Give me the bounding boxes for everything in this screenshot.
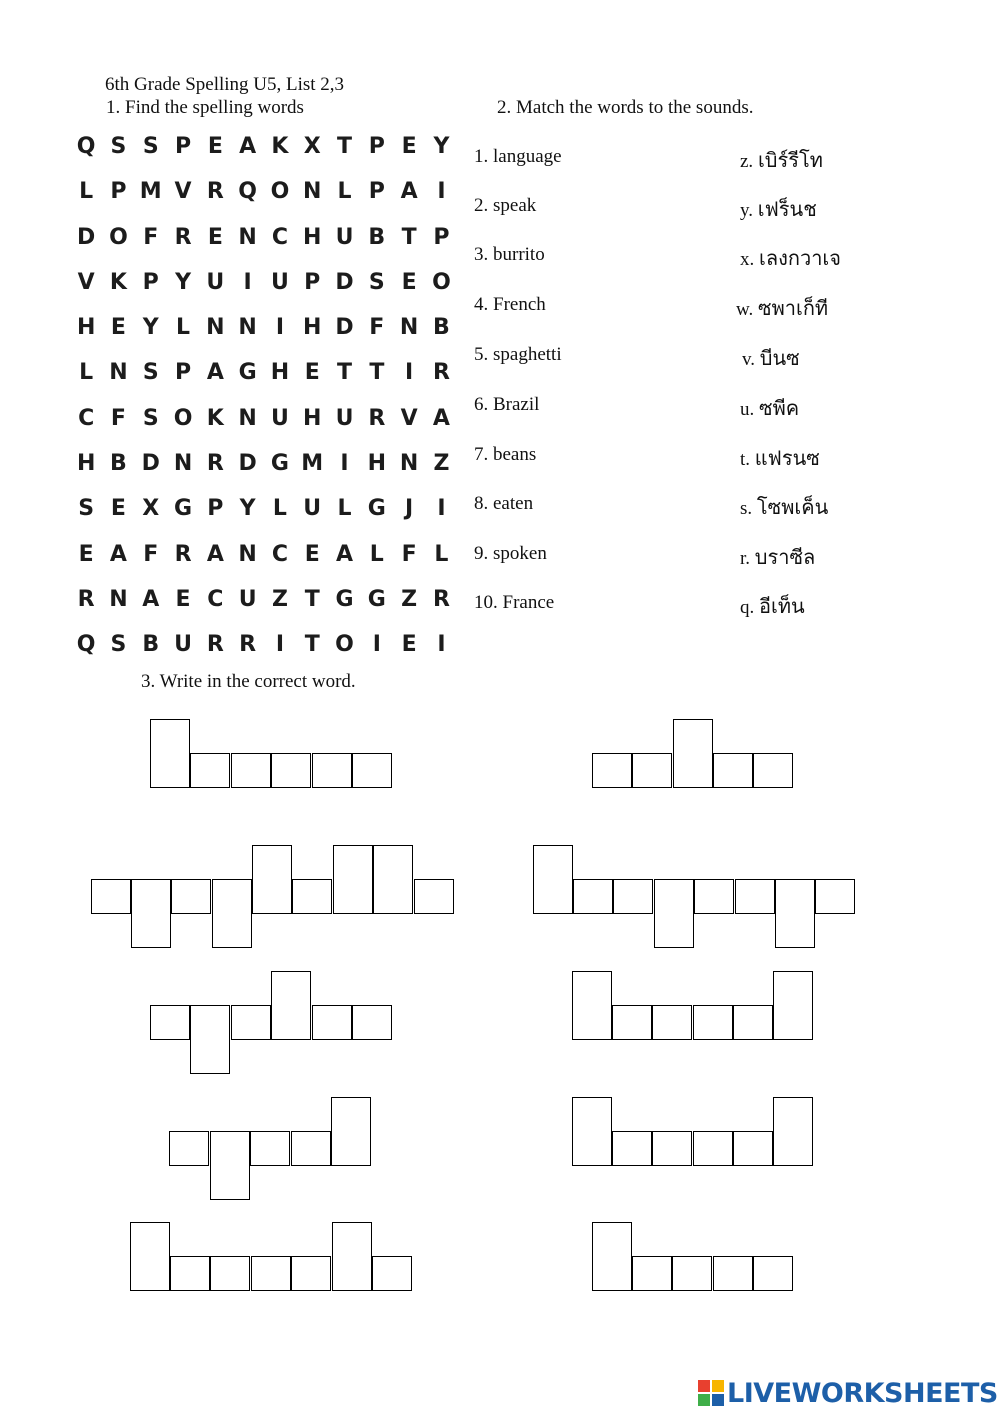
grid-row: [70, 221, 458, 266]
letter-box[interactable]: [773, 971, 813, 1040]
grid-letter[interactable]: R: [239, 632, 257, 658]
grid-letter[interactable]: H: [303, 224, 322, 250]
grid-letter[interactable]: I: [437, 496, 446, 522]
grid-row: [70, 583, 458, 628]
grid-letter[interactable]: K: [206, 405, 224, 431]
grid-letter[interactable]: G: [367, 586, 386, 612]
letter-box[interactable]: [613, 879, 653, 914]
grid-letter[interactable]: B: [142, 632, 160, 658]
grid-letter[interactable]: X: [142, 496, 160, 522]
grid-letter[interactable]: F: [143, 224, 159, 250]
sound-item[interactable]: [740, 541, 815, 573]
grid-letter[interactable]: D: [141, 451, 160, 477]
letter-box[interactable]: [190, 1005, 230, 1074]
grid-letter[interactable]: S: [368, 269, 385, 295]
grid-letter[interactable]: V: [400, 405, 418, 431]
letter-box[interactable]: [632, 1256, 672, 1291]
grid-letter[interactable]: E: [304, 541, 320, 567]
grid-letter[interactable]: H: [76, 451, 96, 477]
grid-letter[interactable]: N: [399, 451, 419, 477]
grid-letter[interactable]: Y: [239, 496, 256, 522]
grid-letter[interactable]: R: [432, 586, 450, 612]
grid-row: [70, 492, 458, 537]
letter-box[interactable]: [572, 1097, 612, 1166]
grid-letter[interactable]: E: [304, 360, 320, 386]
grid-row: [70, 356, 458, 401]
letter-box[interactable]: [693, 1005, 733, 1040]
grid-letter[interactable]: P: [304, 269, 321, 295]
letter-box[interactable]: [654, 879, 694, 948]
grid-letter[interactable]: N: [109, 360, 128, 386]
sound-thai: โซพเค็น: [756, 495, 829, 519]
grid-letter[interactable]: H: [76, 315, 96, 341]
letter-box[interactable]: [773, 1097, 813, 1166]
grid-letter[interactable]: I: [243, 269, 252, 295]
grid-letter[interactable]: L: [369, 541, 384, 567]
sound-item[interactable]: [740, 144, 823, 176]
grid-letter[interactable]: A: [400, 179, 418, 205]
letter-box[interactable]: [331, 1097, 371, 1166]
letter-box[interactable]: [632, 753, 672, 788]
grid-letter[interactable]: U: [270, 405, 289, 431]
letter-box[interactable]: [735, 879, 775, 914]
grid-letter[interactable]: T: [304, 586, 320, 612]
grid-letter[interactable]: P: [110, 179, 127, 205]
section-match-heading: 2. Match the words to the sounds.: [497, 97, 754, 118]
grid-letter[interactable]: U: [206, 269, 225, 295]
letter-box[interactable]: [231, 753, 271, 788]
grid-letter[interactable]: E: [401, 134, 417, 159]
letter-box[interactable]: [352, 1005, 392, 1040]
grid-letter[interactable]: L: [176, 315, 191, 341]
word-item: 3. burrito: [474, 244, 545, 265]
sound-letter: z.: [740, 151, 754, 172]
grid-letter[interactable]: I: [275, 315, 285, 341]
grid-letter[interactable]: Z: [433, 451, 450, 477]
letter-box[interactable]: [251, 1256, 291, 1291]
word-item: 9. spoken: [474, 543, 547, 564]
grid-letter[interactable]: C: [207, 586, 224, 612]
grid-letter[interactable]: T: [337, 134, 353, 159]
word-item: 6. Brazil: [474, 394, 540, 415]
grid-letter[interactable]: L: [79, 360, 94, 386]
grid-letter[interactable]: Z: [401, 586, 418, 612]
grid-letter[interactable]: X: [303, 134, 321, 159]
letter-box[interactable]: [291, 1131, 331, 1166]
grid-row: [70, 266, 458, 311]
sound-item[interactable]: [740, 392, 799, 424]
grid-letter[interactable]: Y: [142, 315, 159, 341]
grid-letter[interactable]: N: [399, 315, 419, 341]
sound-thai: เฟร็นช: [757, 197, 817, 221]
grid-letter[interactable]: V: [77, 269, 95, 295]
letter-box[interactable]: [352, 753, 392, 788]
word-item: 7. beans: [474, 444, 537, 465]
grid-letter[interactable]: L: [79, 179, 94, 205]
letter-box[interactable]: [694, 879, 734, 914]
letter-box[interactable]: [91, 879, 131, 914]
grid-letter[interactable]: E: [175, 586, 191, 612]
grid-letter[interactable]: R: [206, 451, 224, 477]
grid-letter[interactable]: R: [77, 586, 95, 612]
grid-letter[interactable]: O: [270, 179, 290, 205]
sound-item[interactable]: [736, 292, 828, 324]
grid-letter[interactable]: U: [270, 269, 289, 295]
grid-letter[interactable]: A: [206, 541, 224, 567]
grid-letter[interactable]: R: [206, 179, 224, 205]
grid-letter[interactable]: S: [110, 632, 127, 658]
sound-letter: v.: [742, 349, 756, 370]
worksheet-title: 6th Grade Spelling U5, List 2,3: [105, 74, 345, 95]
grid-letter[interactable]: O: [432, 269, 451, 295]
grid-letter[interactable]: U: [174, 632, 192, 658]
letter-box[interactable]: [190, 753, 230, 788]
grid-letter[interactable]: D: [77, 224, 96, 250]
grid-letter[interactable]: A: [336, 541, 354, 567]
sound-letter: s.: [740, 498, 753, 519]
liveworksheets-logo-icon: [698, 1380, 724, 1406]
grid-letter[interactable]: L: [337, 496, 352, 522]
grid-letter[interactable]: B: [110, 451, 127, 477]
grid-letter[interactable]: P: [433, 224, 450, 250]
sound-letter: u.: [740, 399, 755, 420]
sound-thai: อีเท็น: [759, 594, 805, 618]
letter-box[interactable]: [170, 1256, 210, 1291]
grid-letter[interactable]: G: [335, 586, 354, 612]
letter-box[interactable]: [373, 845, 413, 914]
letter-box[interactable]: [150, 719, 190, 788]
letter-box[interactable]: [533, 845, 573, 914]
grid-letter[interactable]: P: [368, 134, 385, 159]
grid-letter[interactable]: C: [271, 541, 288, 567]
letter-box[interactable]: [150, 1005, 190, 1040]
letter-box[interactable]: [312, 753, 352, 788]
grid-letter[interactable]: H: [367, 451, 387, 477]
grid-letter[interactable]: S: [142, 134, 159, 159]
letter-box[interactable]: [292, 879, 332, 914]
letter-box[interactable]: [753, 753, 793, 788]
letter-box[interactable]: [652, 1005, 692, 1040]
letter-box[interactable]: [333, 845, 373, 914]
grid-letter[interactable]: P: [174, 360, 192, 386]
letter-box[interactable]: [312, 1005, 352, 1040]
section-write-heading: 3. Write in the correct word.: [141, 671, 356, 692]
grid-letter[interactable]: V: [174, 179, 192, 205]
grid-letter[interactable]: L: [272, 496, 287, 522]
grid-letter[interactable]: I: [437, 632, 446, 658]
sound-thai: เบิร์รีโท: [757, 148, 823, 172]
letter-box[interactable]: [212, 879, 252, 948]
grid-letter[interactable]: J: [405, 496, 414, 522]
sound-thai: ซพาเก็ที: [758, 296, 829, 320]
sound-thai: ซพีค: [759, 396, 800, 420]
grid-letter[interactable]: R: [432, 360, 450, 386]
liveworksheets-logo[interactable]: [698, 1378, 998, 1408]
grid-letter[interactable]: I: [437, 179, 446, 205]
grid-letter[interactable]: M: [301, 451, 324, 477]
word-item: 4. French: [474, 294, 546, 315]
word-item: 5. spaghetti: [474, 344, 562, 365]
grid-letter[interactable]: I: [340, 451, 349, 477]
sound-thai: บราซีล: [754, 545, 816, 569]
grid-letter[interactable]: H: [270, 360, 290, 386]
grid-letter[interactable]: M: [139, 179, 162, 205]
grid-letter[interactable]: I: [275, 632, 285, 658]
grid-letter[interactable]: R: [206, 632, 224, 658]
grid-letter[interactable]: N: [238, 405, 257, 431]
letter-box[interactable]: [414, 879, 454, 914]
letter-box[interactable]: [612, 1131, 652, 1166]
letter-box[interactable]: [169, 1131, 209, 1166]
letter-box[interactable]: [612, 1005, 652, 1040]
grid-letter[interactable]: F: [110, 405, 126, 431]
letter-box[interactable]: [592, 1222, 632, 1291]
logo-text: LIVEWORKSHEETS: [727, 1377, 998, 1409]
grid-row: [70, 130, 458, 175]
grid-letter[interactable]: E: [401, 269, 417, 295]
letter-box[interactable]: [672, 1256, 712, 1291]
grid-letter[interactable]: S: [142, 360, 159, 386]
sound-letter: q.: [740, 597, 755, 618]
grid-letter[interactable]: N: [238, 541, 257, 567]
grid-letter[interactable]: Z: [271, 586, 288, 612]
grid-letter[interactable]: L: [337, 179, 352, 205]
grid-letter[interactable]: E: [401, 632, 417, 658]
grid-letter[interactable]: N: [109, 586, 128, 612]
letter-box[interactable]: [210, 1131, 250, 1200]
letter-box[interactable]: [733, 1131, 773, 1166]
grid-letter[interactable]: T: [401, 224, 417, 250]
grid-row: [70, 447, 458, 492]
grid-letter[interactable]: D: [335, 269, 354, 295]
grid-letter[interactable]: E: [78, 541, 94, 567]
grid-letter[interactable]: E: [110, 496, 126, 522]
grid-letter[interactable]: A: [142, 586, 160, 612]
grid-letter[interactable]: G: [270, 451, 289, 477]
letter-box[interactable]: [733, 1005, 773, 1040]
letter-box[interactable]: [775, 879, 815, 948]
grid-row: [70, 175, 458, 220]
grid-letter[interactable]: O: [335, 632, 354, 658]
grid-letter[interactable]: U: [238, 586, 257, 612]
letter-box[interactable]: [753, 1256, 793, 1291]
grid-letter[interactable]: K: [109, 269, 127, 295]
grid-letter[interactable]: R: [174, 224, 192, 250]
sound-item[interactable]: [740, 590, 805, 622]
letter-box[interactable]: [572, 971, 612, 1040]
grid-letter[interactable]: T: [369, 360, 385, 386]
grid-row: [70, 402, 458, 447]
grid-letter[interactable]: P: [207, 496, 224, 522]
grid-letter[interactable]: H: [303, 315, 322, 341]
grid-letter[interactable]: I: [372, 632, 381, 658]
sound-thai: บีนซ: [759, 346, 800, 370]
letter-box[interactable]: [592, 753, 632, 788]
grid-letter[interactable]: E: [110, 315, 126, 341]
grid-letter[interactable]: S: [110, 134, 127, 159]
grid-letter[interactable]: U: [303, 496, 322, 522]
grid-letter[interactable]: F: [143, 541, 159, 567]
grid-letter[interactable]: Q: [238, 179, 257, 205]
grid-letter[interactable]: H: [303, 405, 322, 431]
grid-letter[interactable]: Q: [76, 134, 96, 159]
grid-letter[interactable]: N: [206, 315, 225, 341]
letter-box[interactable]: [652, 1131, 692, 1166]
grid-letter[interactable]: T: [337, 360, 353, 386]
letter-box[interactable]: [713, 753, 753, 788]
letter-box[interactable]: [332, 1222, 372, 1291]
grid-letter[interactable]: C: [78, 405, 95, 431]
sound-item[interactable]: [740, 491, 828, 523]
grid-letter[interactable]: O: [173, 405, 193, 431]
sound-thai: เลงกวาเจ: [759, 246, 841, 270]
sound-thai: แฟรนซ: [754, 446, 820, 470]
word-item: 1. language: [474, 146, 562, 167]
grid-letter[interactable]: S: [142, 405, 159, 431]
letter-box[interactable]: [252, 845, 292, 914]
grid-letter[interactable]: P: [368, 179, 385, 205]
grid-letter[interactable]: F: [401, 541, 417, 567]
sound-item[interactable]: [740, 442, 820, 474]
sound-letter: w.: [736, 299, 754, 320]
grid-letter[interactable]: N: [173, 451, 193, 477]
grid-letter[interactable]: A: [239, 134, 257, 159]
grid-letter[interactable]: F: [369, 315, 385, 341]
sound-letter: t.: [740, 449, 751, 470]
grid-letter[interactable]: R: [368, 405, 386, 431]
letter-box[interactable]: [131, 879, 171, 948]
sound-item[interactable]: [740, 193, 817, 225]
grid-letter[interactable]: Q: [76, 632, 96, 658]
word-item: 10. France: [474, 592, 555, 613]
letter-box[interactable]: [291, 1256, 331, 1291]
grid-letter[interactable]: G: [367, 496, 386, 522]
grid-letter[interactable]: N: [303, 179, 322, 205]
grid-letter[interactable]: D: [335, 315, 354, 341]
grid-letter[interactable]: N: [238, 224, 257, 250]
grid-letter[interactable]: K: [271, 134, 289, 159]
grid-letter[interactable]: R: [174, 541, 192, 567]
grid-letter[interactable]: P: [174, 134, 192, 159]
letter-box[interactable]: [693, 1131, 733, 1166]
grid-letter[interactable]: N: [238, 315, 257, 341]
sound-item[interactable]: [740, 242, 841, 274]
word-item: 8. eaten: [474, 493, 534, 514]
grid-letter[interactable]: G: [174, 496, 193, 522]
grid-letter[interactable]: Y: [175, 269, 191, 295]
grid-letter[interactable]: E: [207, 224, 223, 250]
grid-letter[interactable]: B: [368, 224, 386, 250]
grid-letter[interactable]: B: [433, 315, 450, 341]
letter-box[interactable]: [171, 879, 211, 914]
grid-letter[interactable]: A: [109, 541, 127, 567]
sound-letter: y.: [740, 200, 754, 221]
grid-letter[interactable]: S: [78, 496, 95, 522]
letter-box[interactable]: [713, 1256, 753, 1291]
grid-row: [70, 311, 458, 356]
grid-letter[interactable]: G: [238, 360, 257, 386]
letter-box[interactable]: [271, 971, 311, 1040]
grid-letter[interactable]: P: [142, 269, 159, 295]
letter-box[interactable]: [673, 719, 713, 788]
grid-letter[interactable]: O: [109, 224, 128, 250]
grid-row: [70, 538, 458, 583]
section-find-heading: 1. Find the spelling words: [106, 97, 304, 118]
grid-letter[interactable]: Y: [433, 134, 450, 159]
letter-box[interactable]: [250, 1131, 290, 1166]
grid-letter[interactable]: I: [405, 360, 414, 386]
grid-letter[interactable]: D: [238, 451, 257, 477]
letter-box[interactable]: [231, 1005, 271, 1040]
word-search-grid[interactable]: [70, 130, 458, 674]
letter-box[interactable]: [210, 1256, 250, 1291]
letter-box[interactable]: [573, 879, 613, 914]
letter-box[interactable]: [130, 1222, 170, 1291]
grid-letter[interactable]: A: [432, 405, 450, 431]
grid-letter[interactable]: U: [335, 405, 354, 431]
grid-letter[interactable]: T: [304, 632, 320, 658]
sound-letter: x.: [740, 249, 755, 270]
letter-box[interactable]: [372, 1256, 412, 1291]
grid-row: [70, 628, 458, 673]
grid-letter[interactable]: U: [335, 224, 354, 250]
grid-letter[interactable]: C: [271, 224, 288, 250]
grid-letter[interactable]: L: [434, 541, 449, 567]
grid-letter[interactable]: A: [206, 360, 224, 386]
sound-item[interactable]: [742, 342, 800, 374]
letter-box[interactable]: [271, 753, 311, 788]
word-item: 2. speak: [474, 195, 537, 216]
letter-box[interactable]: [815, 879, 855, 914]
sound-letter: r.: [740, 548, 751, 569]
grid-letter[interactable]: E: [207, 134, 223, 159]
